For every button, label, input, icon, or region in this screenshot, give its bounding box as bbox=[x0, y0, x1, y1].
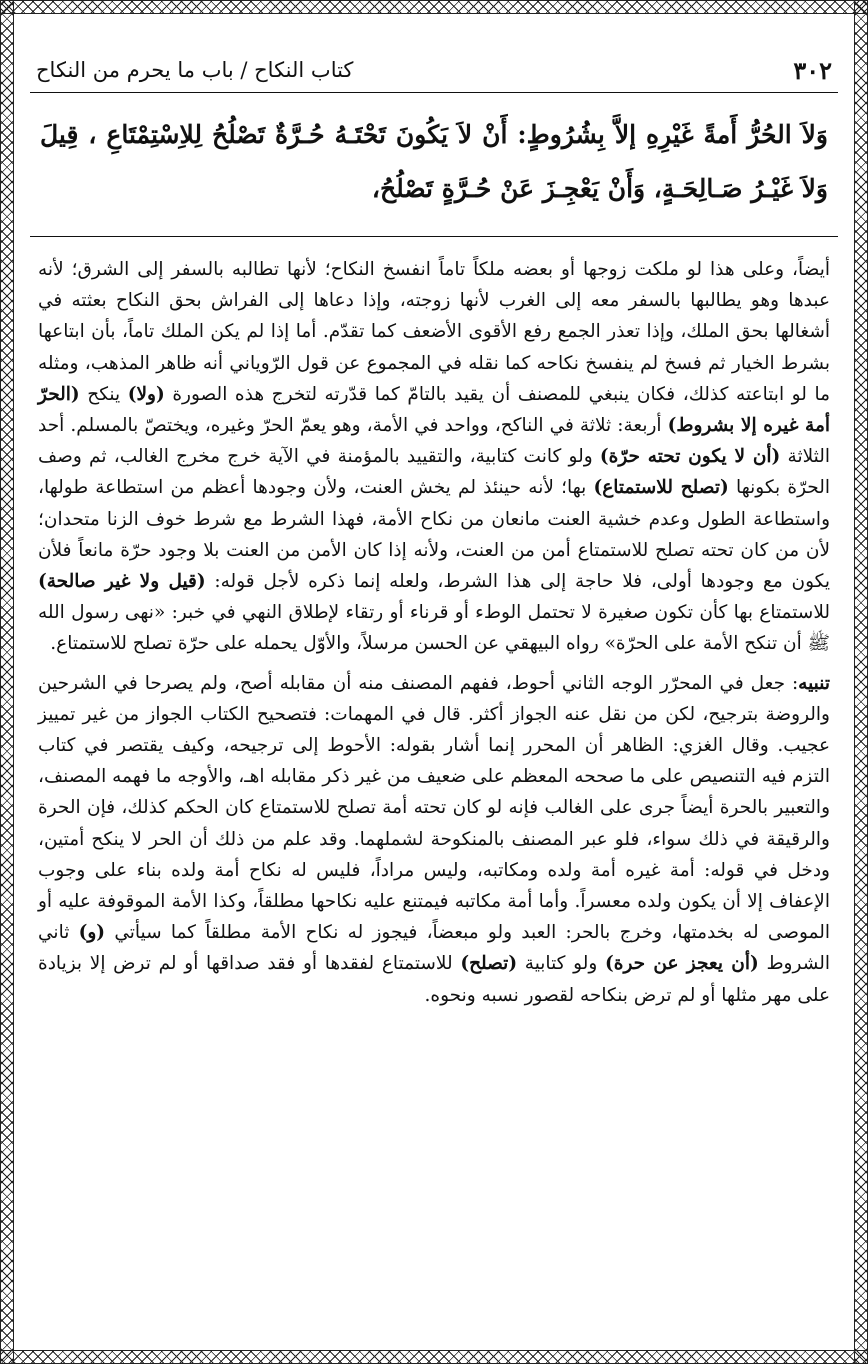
commentary-highlight: (أن لا يكون تحته حرّة) bbox=[599, 446, 781, 468]
bottom-ornamental-border bbox=[0, 1350, 868, 1364]
commentary-highlight: (تصلح للاستمتاع) bbox=[593, 477, 729, 499]
commentary-segment: بها؛ لأنه حينئذ لم يخش العنت، ولأن وجودها أعظم من استطاعة طولها، واستطاعة الطول وعدم خشية العنت مانعان من نكاح الأمة، فهذا الشرط مع شرط خوف الزنا متحدان؛ لأن من كان تحته تصلح للاستمتاع أمن من العنت، ولأنه إذا كان الأمن من العنت بلا وجود حرّة مانعاً فلأن يكون مع وجودها أولى، فلا حاجة إلى هذا الشرط، ولعله إنما ذكره لأجل قوله: bbox=[38, 477, 830, 593]
section-divider bbox=[30, 236, 838, 237]
commentary-paragraph-1 bbox=[38, 254, 830, 660]
commentary-segment: للاستمتاع لفقدها أو فقد صداقها أو لم ترض إلا بزيادة على مهر مثلها أو لم ترض بنكاحه لقصور نسبه ونحوه. bbox=[38, 953, 830, 1006]
commentary-segment: ولو كانت كتابية، والتقييد بالمؤمنة في الآية خرج مخرج الغالب، ثم وصف الحرّة بكونها bbox=[38, 446, 831, 499]
top-ornamental-border bbox=[0, 0, 868, 14]
left-ornamental-border bbox=[0, 0, 14, 1364]
commentary-paragraph-2 bbox=[38, 668, 830, 1011]
commentary-segment: ثاني الشروط bbox=[38, 922, 830, 975]
commentary-segment: ولو كتابية bbox=[517, 953, 606, 975]
commentary-highlight: (تصلح) bbox=[460, 953, 518, 975]
commentary-highlight: تنبيه bbox=[798, 672, 830, 694]
commentary-highlight: (ولا) bbox=[127, 383, 165, 405]
page-number: ٣٠٢ bbox=[793, 56, 832, 85]
commentary-segment: للاستمتاع بها كأن تكون صغيرة لا تحتمل الوطء أو قرناء أو رتقاء لإطلاق النهي في خبر: «نهى رسول الله ﷺ أن تنكح الأمة على الحرّة» رواه البيهقي عن الحسن مرسلاً، والأوّل يحمله على حرّة تصلح للاستمتاع. bbox=[38, 602, 830, 655]
commentary-segment: : جعل في المحرّر الوجه الثاني أحوط، ففهم المصنف منه أن مقابله أصح، ولم يصرحا في الشرحين والروضة بترجيح، لكن من نقل عنه الجواز أكثر. قال في المهمات: فتصحيح الكتاب الجواز من غير تمييز عجيب. وقال الغزي: الظاهر أن المحرر إنما أشار بقوله: الأحوط إلى ترجيحه، وكيف يقتصر في كتاب التزم فيه التنصيص على ما صححه المعظم على ضعيف من غير ذكر مقابله اهـ، والأوجه ما فهمه المصنف، والتعبير بالحرة أيضاً جرى على الغالب فإنه لو كان تحته أمة تصلح للاستمتاع كان الحكم كذلك، فإن الحرة والرقيقة في ذلك سواء، فلو عبر المصنف بالمنكوحة لشملهما. وقد علم من ذلك أن الحر لا ينكح أمتين، ودخل في قوله: أمة غيره أمة ولده ومكاتبه، وليس مراداً، فليس له نكاح أمة ولده بناء على وجوب الإعفاف إلا أن يكون ولده معسراً. وأما أمة مكاتبه فيمتنع عليه نكاحها مطلقاً، وكذا الأمة الموقوفة عليه أو الموصى له بخدمتها، وخرج بالحر: العبد ولو مبعضاً، فيجوز له نكاح الأمة مطلقاً كما سيأتي bbox=[38, 672, 830, 944]
running-title: كتاب النكاح / باب ما يحرم من النكاح bbox=[36, 58, 354, 82]
commentary-segment: أيضاً، وعلى هذا لو ملكت زوجها أو بعضه ملكاً تاماً انفسخ النكاح؛ لأنها تطالبه بالسفر إلى الشرق؛ لأنه عبدها وهو يطالبها بالسفر معه إلى الغرب لأنها زوجته، وإذا دعاها إلى الفراش بحق النكاح بعثته في أشغالها بحق الملك، وإذا تعذر الجمع رفع الأقوى الأضعف كما تقدّم. أما إذا لم يكن الملك تاماً، بأن ابتاعها بشرط الخيار ثم فسخ لم ينفسخ نكاحه كما نقله في المجموع عن قول الرّوياني أنه ظاهر المذهب، ومثله ما لو ابتاعته كذلك، فكان ينبغي للمصنف أن يقيد بالتامّ كما قدّرته لتخرج هذه الصورة bbox=[38, 259, 830, 405]
matn-text: وَلاَ الحُرُّ أَمةً غَيْرِهِ إلاَّ بِشُرُوطٍ: أَنْ لاَ يَكُونَ تَحْتَـهُ حُـرَّةٌ تَصْلُحُ لِلاِسْتِمْتَاعِ ، قِيلَ وَلاَ غَيْـرُ صَـالِحَـةٍ، وَأَنْ يَعْجِـزَ عَنْ حُـرَّةٍ تَصْلُحُ، bbox=[40, 120, 828, 203]
commentary-highlight: (الحرّ أمة غيره إلا بشروط) bbox=[38, 383, 831, 437]
commentary-segment: ينكح bbox=[79, 383, 128, 405]
commentary-highlight: (قيل ولا غير صالحة) bbox=[38, 571, 206, 593]
commentary-highlight: (و) bbox=[78, 922, 106, 944]
page-header bbox=[30, 52, 838, 93]
commentary-segment: أربعة: ثلاثة في الناكح، وواحد في الأمة، وهو يعمّ الحرّ وغيره، ويختصّ بالمسلم. أحد الثلاثة bbox=[38, 415, 830, 468]
commentary-highlight: (أن يعجز عن حرة) bbox=[605, 953, 759, 975]
commentary bbox=[38, 254, 830, 1011]
right-ornamental-border bbox=[854, 0, 868, 1364]
